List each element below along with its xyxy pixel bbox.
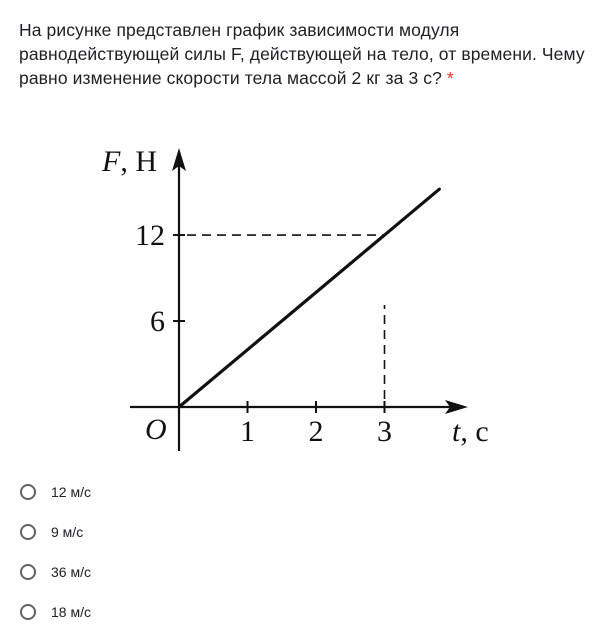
option-label: 18 м/с — [51, 604, 91, 620]
x-tick-label: 3 — [377, 415, 392, 448]
x-tick-label: 2 — [308, 415, 324, 448]
series-line — [179, 189, 439, 407]
origin-label: O — [145, 413, 167, 446]
x-axis-label-symbol: t — [452, 415, 461, 448]
radio-button[interactable] — [20, 524, 36, 540]
force-time-graph — [100, 136, 520, 466]
y-tick-label: 6 — [150, 305, 165, 339]
required-asterisk: * — [446, 68, 454, 88]
option-label: 12 м/с — [51, 484, 91, 500]
option-label: 9 м/с — [51, 524, 84, 540]
radio-button[interactable] — [20, 484, 36, 500]
option-label: 36 м/с — [51, 564, 91, 580]
answer-options — [20, 472, 420, 632]
option-12[interactable] — [20, 472, 420, 512]
y-axis-label — [101, 145, 157, 178]
question-text — [19, 18, 599, 90]
radio-button[interactable] — [20, 564, 36, 580]
y-axis-label-unit: , H — [120, 145, 157, 178]
radio-button[interactable] — [20, 604, 36, 620]
y-axis-label-symbol: F — [102, 145, 121, 178]
x-tick-label: 1 — [240, 415, 255, 448]
option-18[interactable] — [20, 592, 420, 632]
x-axis-label — [452, 415, 489, 448]
option-9[interactable] — [20, 512, 420, 552]
question-body: На рисунке представлен график зависимости модуля равнодействующей силы F, действующей на тело, от времени. Чему равно изменение скорости тела массой 2 кг за 3 с? — [19, 20, 585, 88]
option-36[interactable] — [20, 552, 420, 592]
x-axis-label-unit: , c — [460, 415, 489, 448]
y-tick-label: 12 — [135, 219, 165, 253]
